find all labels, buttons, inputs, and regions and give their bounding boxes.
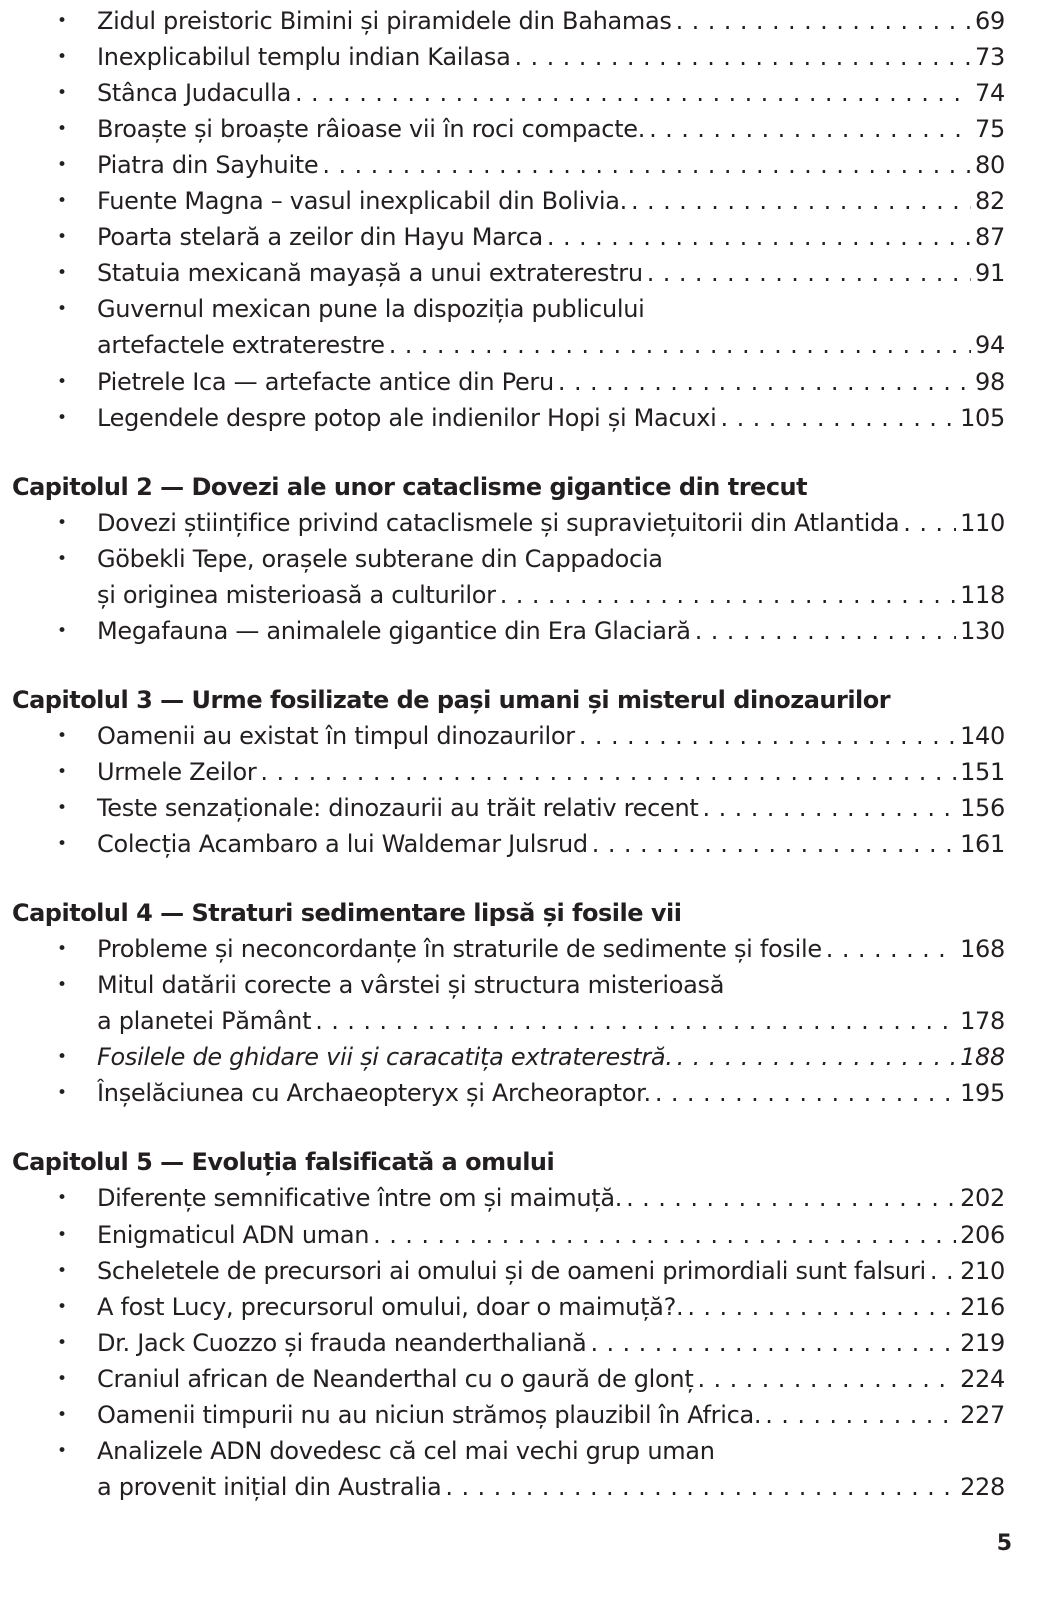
entry-line bbox=[97, 147, 1005, 183]
toc-entry bbox=[0, 111, 1062, 147]
dot-leader bbox=[697, 1361, 956, 1397]
dot-leader bbox=[677, 1039, 957, 1075]
entry-page-number: 82 bbox=[975, 187, 1005, 216]
bullet-icon: • bbox=[57, 191, 68, 212]
entry-title: Stânca Judaculla bbox=[97, 79, 291, 108]
entry-title: Pietrele Ica — artefacte antice din Peru bbox=[97, 367, 554, 396]
entry-title: Craniul african de Neanderthal cu o gaură de glonț bbox=[97, 1364, 694, 1393]
entry-page-number: 168 bbox=[960, 935, 1005, 964]
entry-page-number: 69 bbox=[975, 7, 1005, 35]
entry-title: Piatra din Sayhuite bbox=[97, 151, 319, 180]
entry-title: Diferențe semnificative între om și maimuță. bbox=[97, 1184, 623, 1213]
bullet-icon: • bbox=[57, 299, 68, 320]
entry-line bbox=[97, 826, 1005, 862]
dot-leader bbox=[626, 1180, 956, 1216]
entry-page-number: 206 bbox=[960, 1220, 1005, 1249]
page-number: 5 bbox=[996, 1531, 1012, 1556]
entry-title-continuation: a provenit inițial din Australia bbox=[97, 1472, 442, 1501]
toc-entry bbox=[0, 1325, 1062, 1361]
entry-line bbox=[97, 1289, 1005, 1325]
dot-leader bbox=[445, 1469, 956, 1505]
toc-entry bbox=[0, 1039, 1062, 1075]
bullet-icon: • bbox=[57, 1404, 68, 1425]
bullet-icon: • bbox=[57, 119, 68, 140]
toc-entry bbox=[0, 147, 1062, 183]
entry-title: Fosilele de ghidare vii și caracatița extraterestră. bbox=[97, 1043, 673, 1072]
entry-line bbox=[97, 183, 1005, 219]
bullet-icon: • bbox=[57, 1260, 68, 1281]
bullet-icon: • bbox=[57, 1368, 68, 1389]
toc-entry bbox=[0, 1361, 1062, 1397]
toc-entry bbox=[0, 219, 1062, 255]
entry-line bbox=[97, 111, 1005, 147]
entry-page-number: 227 bbox=[960, 1400, 1005, 1429]
dot-leader bbox=[826, 931, 956, 967]
entry-line bbox=[97, 3, 1005, 39]
entry-title: Colecția Acambaro a lui Waldemar Julsrud bbox=[97, 830, 588, 859]
dot-leader bbox=[676, 3, 971, 39]
entry-page-number: 110 bbox=[960, 508, 1005, 537]
entry-page-number: 130 bbox=[960, 616, 1005, 645]
entry-line bbox=[97, 1253, 1005, 1289]
entry-line bbox=[97, 577, 1005, 613]
toc-entry bbox=[0, 541, 1062, 577]
entry-page-number: 98 bbox=[975, 367, 1005, 396]
toc-entry bbox=[0, 1397, 1062, 1433]
toc-entry bbox=[0, 3, 1062, 39]
dot-leader bbox=[579, 718, 956, 754]
entry-title: Mitul datării corecte a vârstei și structura misterioasă bbox=[97, 971, 725, 1000]
entry-page-number: 94 bbox=[975, 331, 1005, 360]
entry-title: Enigmaticul ADN uman bbox=[97, 1220, 370, 1249]
dot-leader bbox=[500, 577, 956, 613]
bullet-icon: • bbox=[57, 371, 68, 392]
bullet-icon: • bbox=[57, 1332, 68, 1353]
toc-entry bbox=[0, 1217, 1062, 1253]
entry-line bbox=[97, 931, 1005, 967]
bullet-icon: • bbox=[57, 939, 68, 960]
entry-page-number: 87 bbox=[975, 223, 1005, 252]
dot-leader bbox=[649, 111, 971, 147]
entry-line bbox=[97, 718, 1005, 754]
entry-title-continuation: artefactele extraterestre bbox=[97, 331, 385, 360]
entry-line bbox=[97, 1180, 1005, 1216]
dot-leader bbox=[765, 1397, 956, 1433]
entry-title: Probleme și neconcordanțe în straturile de sedimente și fosile bbox=[97, 935, 822, 964]
toc-entry bbox=[0, 39, 1062, 75]
entry-title: Göbekli Tepe, orașele subterane din Cappadocia bbox=[97, 544, 663, 573]
entry-line bbox=[97, 1075, 1005, 1111]
toc-entry bbox=[0, 505, 1062, 541]
bullet-icon: • bbox=[57, 155, 68, 176]
bullet-icon: • bbox=[57, 761, 68, 782]
entry-title: Statuia mexicană mayașă a unui extraterestru bbox=[97, 259, 643, 288]
dot-leader bbox=[592, 826, 956, 862]
toc-entry-continuation bbox=[0, 327, 1062, 363]
entry-line bbox=[97, 1433, 1005, 1469]
toc-entry bbox=[0, 400, 1062, 436]
entry-line bbox=[97, 613, 1005, 649]
toc-entry bbox=[0, 183, 1062, 219]
toc-entry bbox=[0, 1433, 1062, 1469]
toc-entry bbox=[0, 1289, 1062, 1325]
toc-entry bbox=[0, 931, 1062, 967]
entry-title: Înșelăciunea cu Archaeopteryx și Archeoraptor. bbox=[97, 1079, 651, 1108]
entry-title: Zidul preistoric Bimini și piramidele din Bahamas bbox=[97, 7, 672, 35]
bullet-icon: • bbox=[57, 834, 68, 855]
chapter-heading: Capitolul 5 — Evoluția falsificată a omului bbox=[12, 1148, 555, 1177]
entry-title: Broaște și broaște râioase vii în roci compacte. bbox=[97, 115, 646, 144]
entry-title: Teste senzaționale: dinozaurii au trăit relativ recent bbox=[97, 794, 699, 822]
entry-line bbox=[97, 1039, 1005, 1075]
entry-page-number: 151 bbox=[960, 757, 1005, 786]
dot-leader bbox=[631, 183, 971, 219]
bullet-icon: • bbox=[57, 47, 68, 68]
entry-title: Urmele Zeilor bbox=[97, 757, 257, 786]
toc-entry bbox=[0, 826, 1062, 862]
entry-line bbox=[97, 790, 1005, 826]
dot-leader bbox=[647, 255, 971, 291]
entry-page-number: 161 bbox=[960, 830, 1005, 859]
entry-line bbox=[97, 291, 1005, 327]
toc-entry bbox=[0, 718, 1062, 754]
entry-page-number: 140 bbox=[960, 721, 1005, 750]
entry-page-number: 105 bbox=[960, 403, 1005, 432]
entry-page-number: 73 bbox=[975, 43, 1005, 72]
dot-leader bbox=[590, 1325, 956, 1361]
toc-entry bbox=[0, 613, 1062, 649]
entry-title: Poarta stelară a zeilor din Hayu Marca bbox=[97, 223, 543, 252]
bullet-icon: • bbox=[57, 263, 68, 284]
toc-entry bbox=[0, 291, 1062, 327]
toc-entry-continuation bbox=[0, 1469, 1062, 1505]
entry-line bbox=[97, 754, 1005, 790]
entry-line bbox=[97, 505, 1005, 541]
chapter-heading: Capitolul 2 — Dovezi ale unor cataclisme gigantice din trecut bbox=[12, 472, 808, 501]
bullet-icon: • bbox=[57, 620, 68, 641]
entry-line bbox=[97, 1217, 1005, 1253]
chapter-heading: Capitolul 3 — Urme fosilizate de pași umani și misterul dinozaurilor bbox=[12, 685, 891, 714]
bullet-icon: • bbox=[57, 11, 68, 31]
toc-entry-continuation bbox=[0, 1003, 1062, 1039]
entry-line bbox=[97, 1361, 1005, 1397]
dot-leader bbox=[260, 754, 956, 790]
bullet-icon: • bbox=[57, 227, 68, 248]
entry-title: Oamenii timpurii nu au niciun strămoș plauzibil în Africa. bbox=[97, 1400, 762, 1429]
dot-leader bbox=[687, 1289, 956, 1325]
toc-entry-continuation bbox=[0, 577, 1062, 613]
dot-leader bbox=[389, 327, 971, 363]
dot-leader bbox=[703, 790, 957, 826]
entry-line bbox=[97, 219, 1005, 255]
entry-page-number: 210 bbox=[960, 1256, 1005, 1285]
entry-line bbox=[97, 541, 1005, 577]
bullet-icon: • bbox=[57, 1224, 68, 1245]
dot-leader bbox=[515, 39, 972, 75]
entry-line bbox=[97, 75, 1005, 111]
bullet-icon: • bbox=[57, 1296, 68, 1317]
toc-entry bbox=[0, 1253, 1062, 1289]
entry-line bbox=[97, 1469, 1005, 1505]
dot-leader bbox=[558, 364, 971, 400]
bullet-icon: • bbox=[57, 407, 68, 428]
toc-entry bbox=[0, 967, 1062, 1003]
entry-page-number: 118 bbox=[960, 580, 1005, 609]
bullet-icon: • bbox=[57, 548, 68, 569]
entry-title-continuation: a planetei Pământ bbox=[97, 1007, 312, 1036]
dot-leader bbox=[655, 1075, 956, 1111]
entry-page-number: 224 bbox=[960, 1364, 1005, 1393]
entry-line bbox=[97, 967, 1005, 1003]
dot-leader bbox=[903, 505, 956, 541]
toc-entry bbox=[0, 754, 1062, 790]
toc-entry bbox=[0, 75, 1062, 111]
entry-line bbox=[97, 1003, 1005, 1039]
entry-page-number: 228 bbox=[960, 1472, 1005, 1501]
entry-page-number: 74 bbox=[975, 79, 1005, 108]
bullet-icon: • bbox=[57, 1188, 68, 1209]
entry-page-number: 80 bbox=[975, 151, 1005, 180]
entry-line bbox=[97, 1325, 1005, 1361]
entry-title: Fuente Magna – vasul inexplicabil din Bolivia. bbox=[97, 187, 627, 216]
dot-leader bbox=[373, 1217, 956, 1253]
toc-entry bbox=[0, 790, 1062, 826]
dot-leader bbox=[322, 147, 971, 183]
toc-entry bbox=[0, 255, 1062, 291]
entry-line bbox=[97, 39, 1005, 75]
entry-page-number: 156 bbox=[960, 794, 1005, 822]
bullet-icon: • bbox=[57, 798, 68, 818]
entry-line bbox=[97, 327, 1005, 363]
entry-title: Dr. Jack Cuozzo și frauda neanderthaliană bbox=[97, 1328, 587, 1357]
entry-page-number: 178 bbox=[960, 1007, 1005, 1036]
toc-entry bbox=[0, 1180, 1062, 1216]
toc-entry bbox=[0, 364, 1062, 400]
entry-page-number: 219 bbox=[960, 1328, 1005, 1357]
entry-title: Guvernul mexican pune la dispoziția publicului bbox=[97, 295, 645, 324]
entry-page-number: 75 bbox=[975, 115, 1005, 144]
dot-leader bbox=[930, 1253, 956, 1289]
dot-leader bbox=[721, 400, 957, 436]
entry-page-number: 91 bbox=[975, 259, 1005, 288]
bullet-icon: • bbox=[57, 83, 68, 104]
entry-line bbox=[97, 364, 1005, 400]
entry-page-number: 216 bbox=[960, 1292, 1005, 1321]
entry-line bbox=[97, 400, 1005, 436]
dot-leader bbox=[547, 219, 971, 255]
bullet-icon: • bbox=[57, 1440, 68, 1461]
dot-leader bbox=[315, 1003, 956, 1039]
toc-entry bbox=[0, 1075, 1062, 1111]
bullet-icon: • bbox=[57, 1083, 68, 1104]
entry-title: Legendele despre potop ale indienilor Hopi și Macuxi bbox=[97, 403, 717, 432]
chapter-heading: Capitolul 4 — Straturi sedimentare lipsă și fosile vii bbox=[12, 899, 682, 928]
entry-line bbox=[97, 1397, 1005, 1433]
entry-page-number: 195 bbox=[960, 1079, 1005, 1108]
entry-title: Dovezi științifice privind cataclismele și supraviețuitorii din Atlantida bbox=[97, 508, 900, 537]
entry-title: Megafauna — animalele gigantice din Era Glaciară bbox=[97, 616, 691, 645]
bullet-icon: • bbox=[57, 1047, 68, 1068]
entry-page-number: 188 bbox=[960, 1043, 1005, 1072]
entry-page-number: 202 bbox=[960, 1184, 1005, 1213]
bullet-icon: • bbox=[57, 512, 68, 533]
bullet-icon: • bbox=[57, 725, 68, 746]
entry-title-continuation: și originea misterioasă a culturilor bbox=[97, 580, 496, 609]
entry-title: Inexplicabilul templu indian Kailasa bbox=[97, 43, 511, 72]
entry-title: Scheletele de precursori ai omului și de oameni primordiali sunt falsuri bbox=[97, 1256, 926, 1285]
entry-title: A fost Lucy, precursorul omului, doar o maimuță?. bbox=[97, 1292, 684, 1321]
bullet-icon: • bbox=[57, 975, 68, 996]
entry-title: Analizele ADN dovedesc că cel mai vechi grup uman bbox=[97, 1436, 715, 1465]
dot-leader bbox=[695, 613, 956, 649]
entry-line bbox=[97, 255, 1005, 291]
entry-title: Oamenii au existat în timpul dinozaurilor bbox=[97, 721, 575, 750]
dot-leader bbox=[295, 75, 971, 111]
